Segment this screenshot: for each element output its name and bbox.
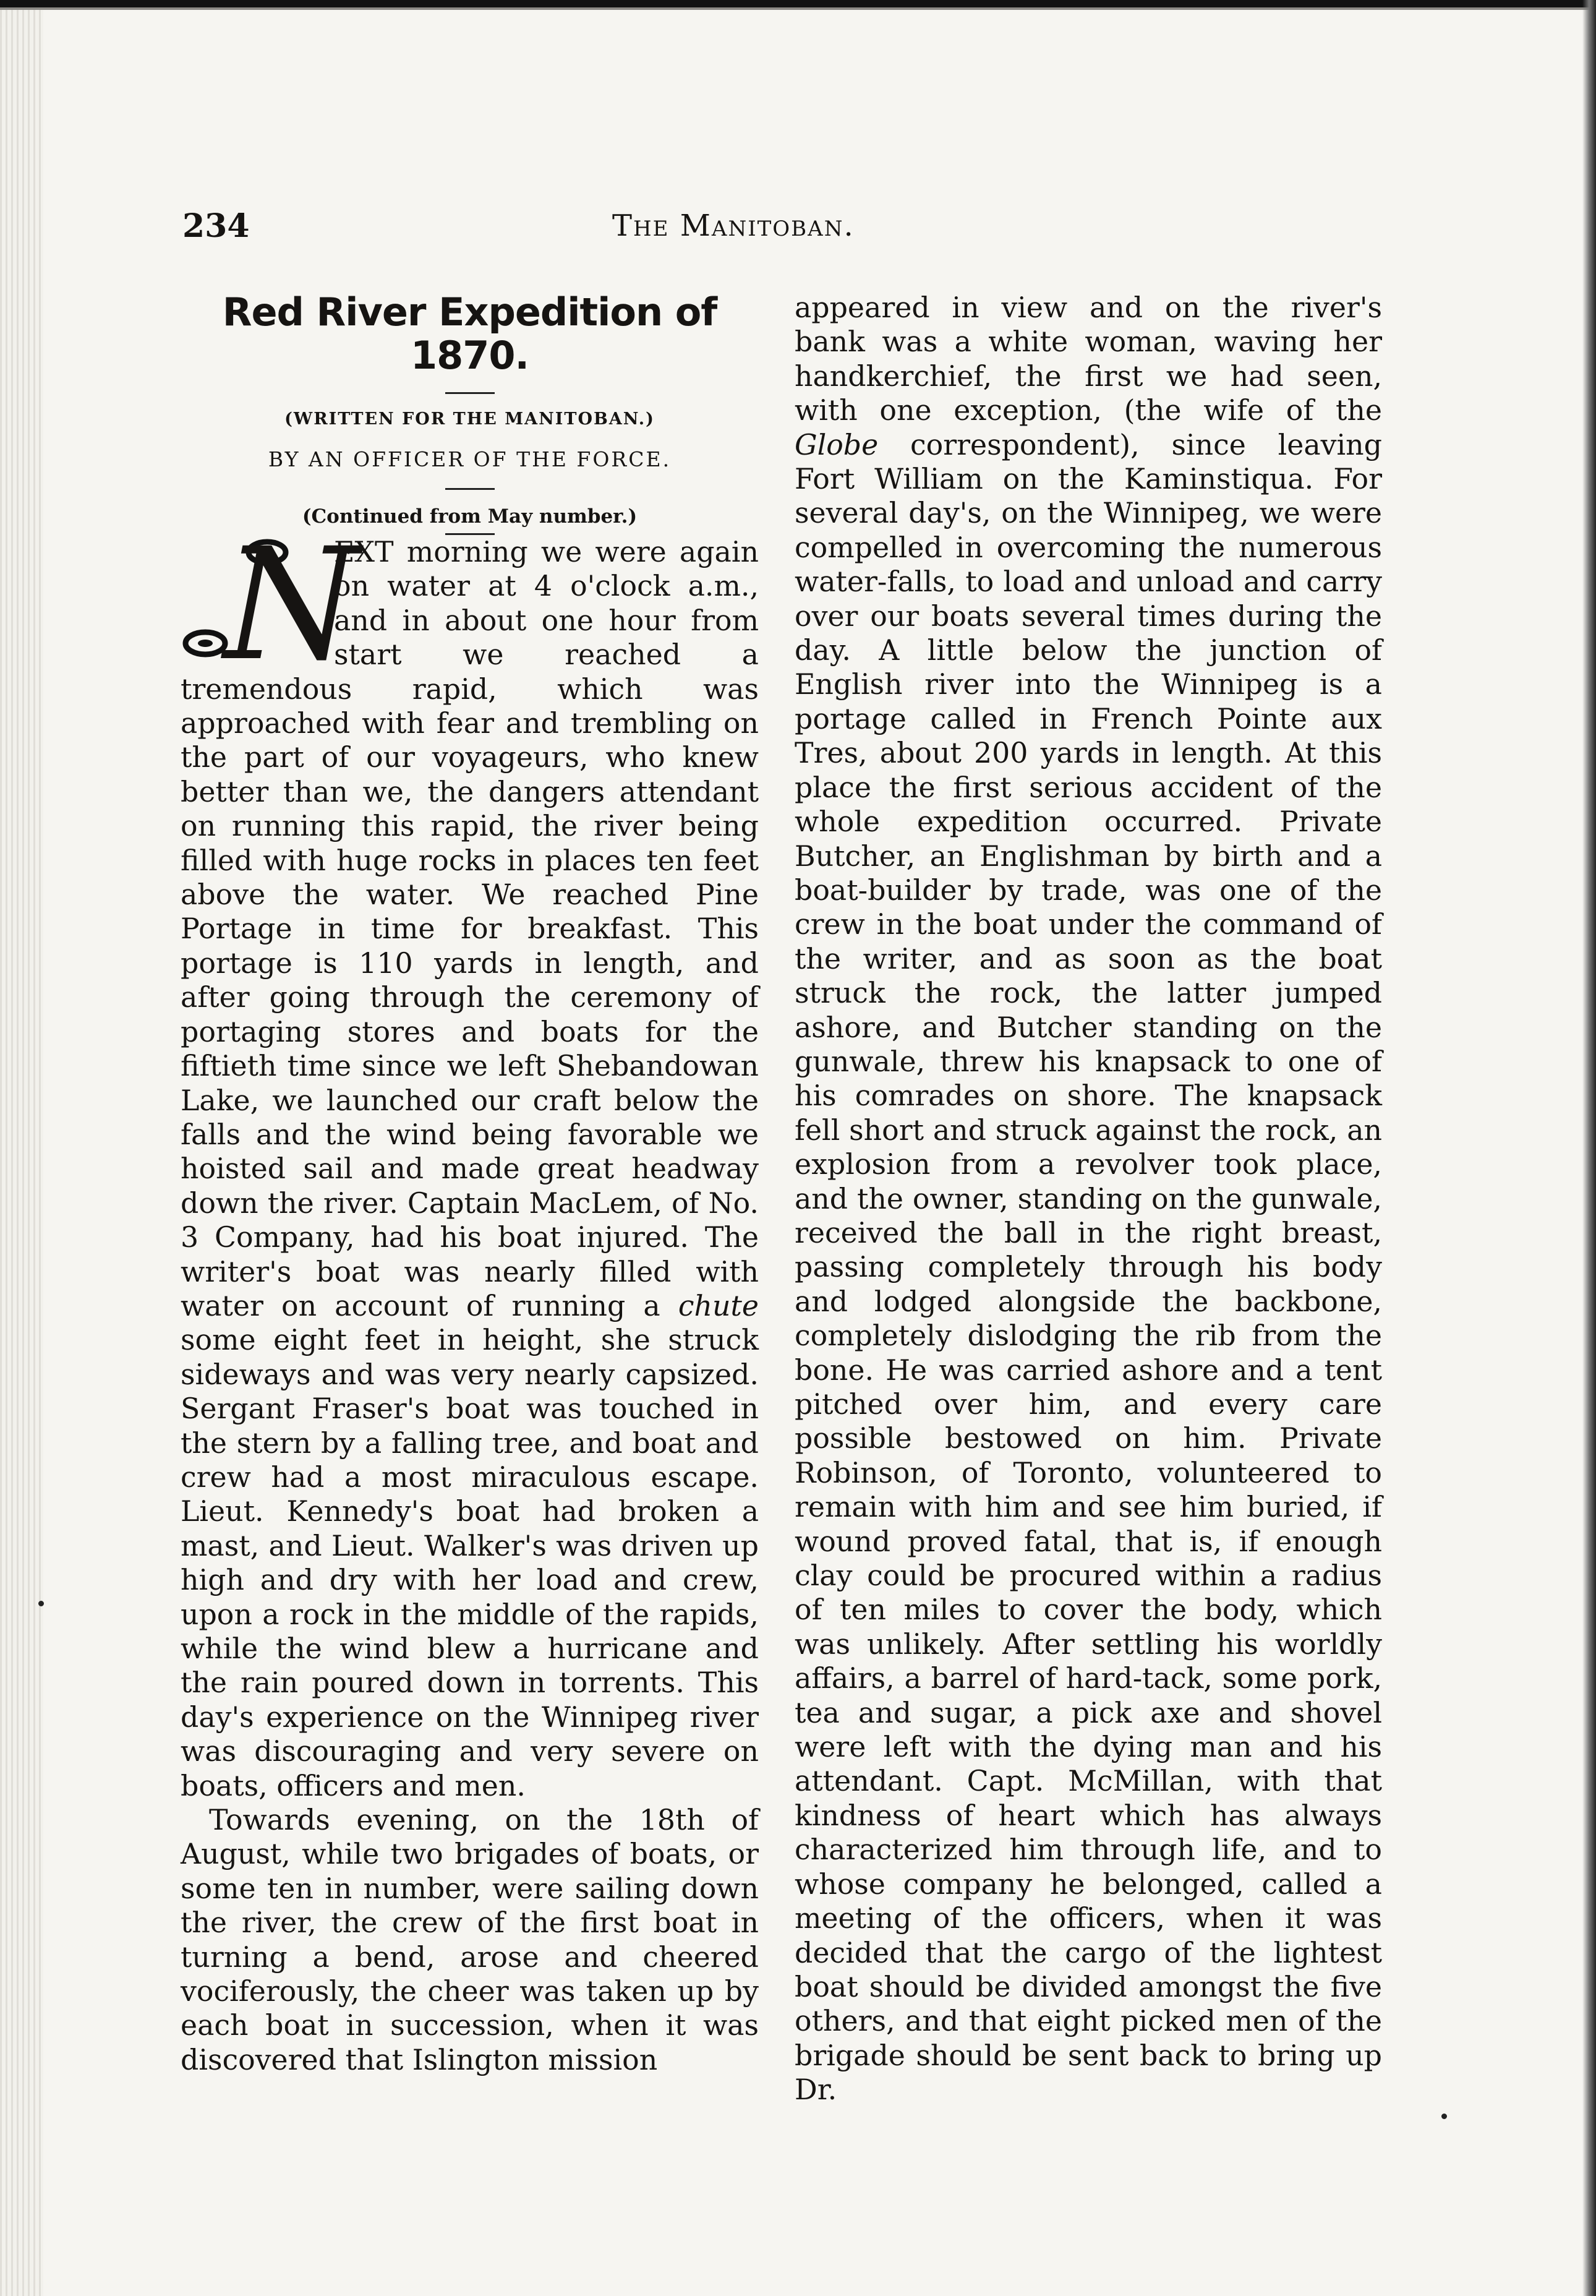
margin-mark	[38, 1601, 44, 1606]
paragraph-2: Towards evening, on the 18th of August, while two brigades of boats, or some ten in number, were sailing down the river, the crew of the first boat in turning a bend, arose and cheered vociferously, the cheer was taken up by each boat in succession, when it was discovered that Islington mission	[181, 1803, 759, 2076]
written-for-note: (WRITTEN FOR THE MANITOBAN.)	[284, 409, 655, 429]
page-edge-right	[1582, 0, 1596, 2296]
drop-cap-letter: N	[224, 515, 359, 695]
paragraph-1-end: some eight feet in height, she struck sideways and was very nearly capsized. Sergant Fraser's boat was touched in the stern by a falling tree, and boat and crew had a most miraculous escape. Lieut. Kennedy's boat had broken a mast, and Lieut. Walker's was driven up high and dry with her load and crew, upon a rock in the middle of the rapids, while the wind blew a hurricane and the rain poured down in torrents. This day's experience on the Winnipeg river was discouraging and very severe on boats, officers and men.	[181, 1323, 759, 1802]
paragraph-3-text: appeared in view and on the river's bank was a white woman, waving her handkerchief, the first we had seen, with one exception, (the wife of the	[795, 291, 1382, 427]
byline: BY AN OFFICER OF THE FORCE.	[268, 447, 672, 471]
running-title: The Manitoban.	[612, 208, 855, 243]
right-column	[795, 291, 1382, 2107]
globe-italic: Globe	[795, 427, 879, 461]
margin-mark	[1441, 2114, 1447, 2119]
title-rule	[445, 392, 495, 394]
paragraph-1-text: EXT morning we were again on water at 4 o'clock a.m., and in about one hour from start we reached a tremendous rapid, which was approached with fear and trembling on the part of our voyageurs, who knew better than we, the dangers attendant on running this rapid, the river being filled with huge rocks in places ten feet above the water. We reached Pine Portage in time for breakfast. This portage is 110 yards in length, and after going through the ceremony of portaging stores and boats for the fiftieth time since we left Shebandowan Lake, we launched our craft below the falls and the wind being favorable we hoisted sail and made great headway down the river. Captain MacLem, of No. 3 Company, had his boat injured. The writer's boat was nearly filled with water on account of running a	[181, 535, 759, 1322]
left-column	[181, 291, 759, 2077]
paragraph-3-end: correspondent), since leaving Fort William on the Kaminstiqua. For several day's, on the Winnipeg, we were compelled in overcoming the numerous water-falls, to load and unload and carry over our boats several times during the day. A little below the junction of English river into the Winnipeg is a portage called in French Pointe aux Tres, about 200 yards in length. At this place the first serious accident of the whole expedition occurred. Private Butcher, an Englishman by birth and a boat-builder by trade, was one of the crew in the boat under the command of the writer, and as soon as the boat struck the rock, the latter jumped ashore, and Butcher standing on the gunwale, threw his knapsack to one of his comrades on shore. The knapsack fell short and struck against the rock, an explosion from a revolver took place, and the owner, standing on the gunwale, received the ball in the right breast, passing completely through his body and lodged alongside the backbone, completely dislodging the rib from the bone. He was carried ashore and a tent pitched over him, and every care possible bestowed on him. Private Robinson, of Toronto, volunteered to remain with him and see him buried, if wound proved fatal, that is, if enough clay could be procured within a radius of ten miles to cover the body, which was unlikely. After settling his worldly affairs, a barrel of hard-tack, some pork, tea and sugar, a pick axe and shovel were left with the dying man and his attendant. Capt. McMillan, with that kindness of heart which has always characterized him through life, and to whose company he belonged, called a meeting of the officers, when it was decided that the cargo of the lightest boat should be divided amongst the five others, and that eight picked men of the brigade should be sent back to bring up Dr.	[795, 427, 1382, 2107]
article-title: Red River Expedition of 1870.	[222, 289, 717, 378]
byline-rule	[445, 488, 495, 490]
page-number: 234	[182, 207, 250, 245]
drop-cap	[181, 515, 359, 695]
continued-note: (Continued from May number.)	[302, 505, 638, 528]
page-edge-top	[0, 0, 1596, 16]
chute-italic: chute	[678, 1288, 759, 1322]
page-header	[182, 207, 1385, 251]
paragraph-3	[795, 291, 1382, 2107]
page-edge-left	[0, 0, 43, 2296]
